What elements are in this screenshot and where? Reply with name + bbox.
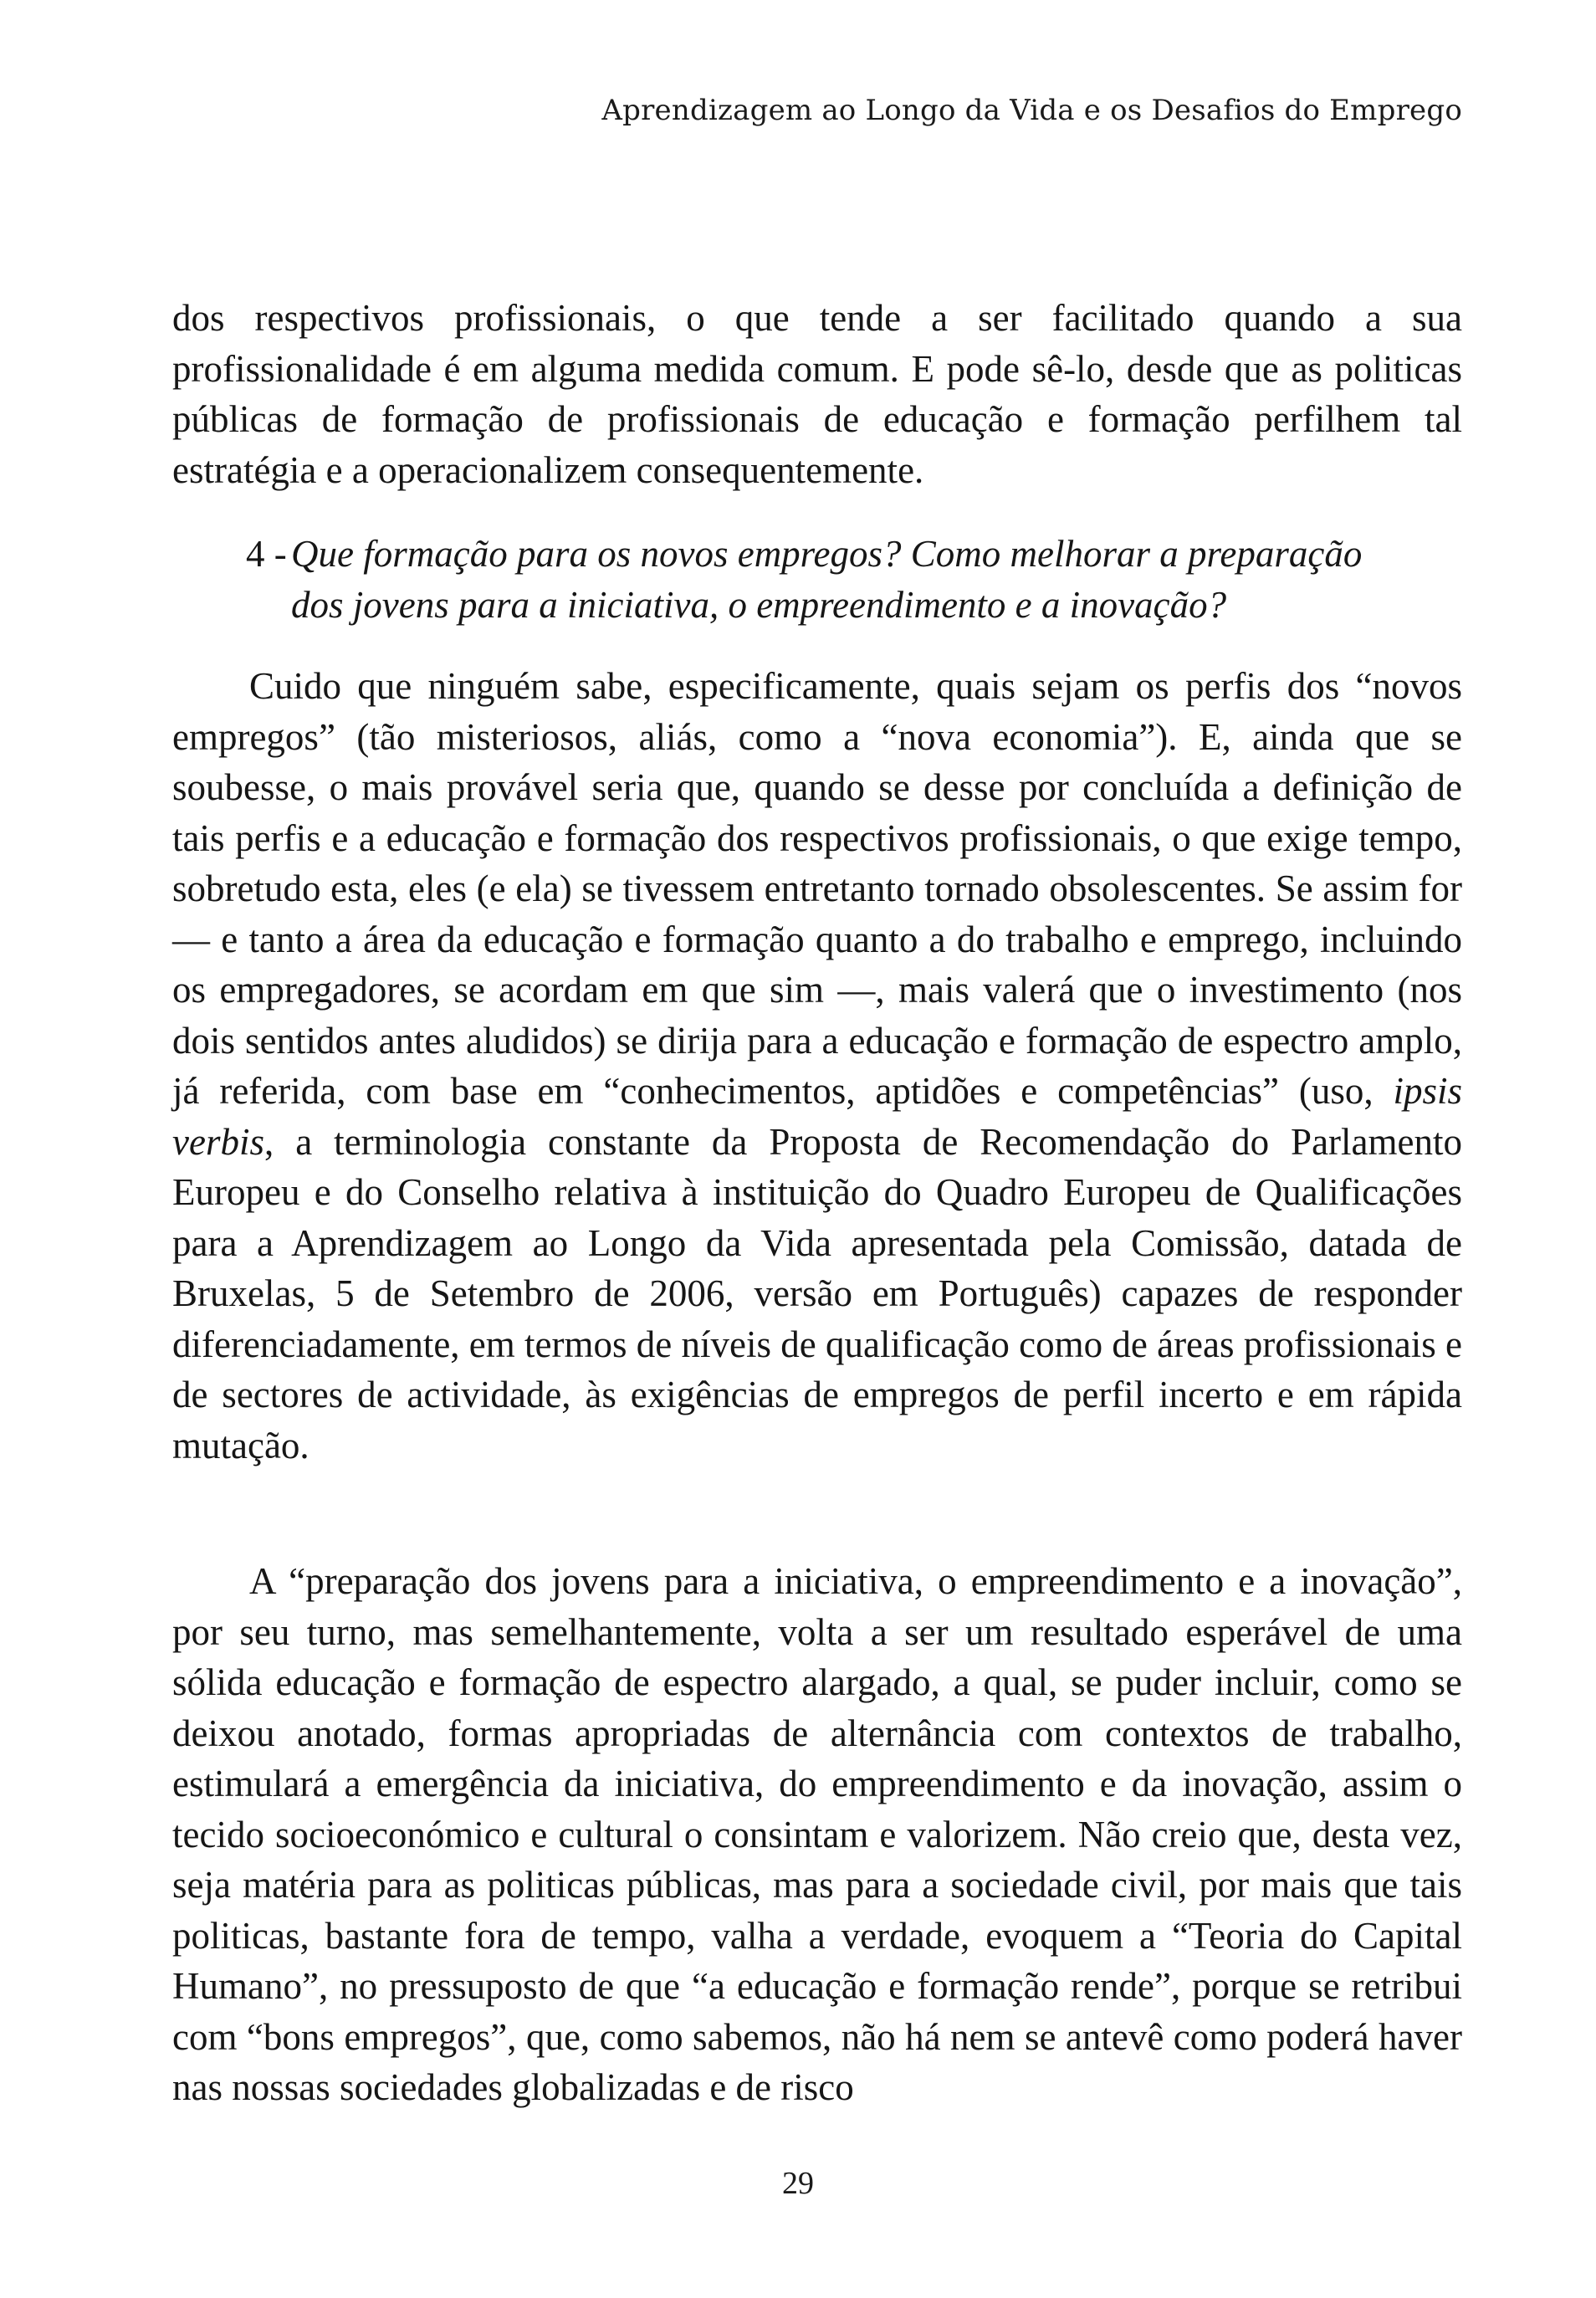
question-line-1 [246, 529, 1467, 580]
question-number: 4 - [246, 533, 287, 575]
paragraph-new-jobs [172, 661, 1462, 1471]
paragraph-continuation: dos respectivos profissionais, o que tende a ser facilitado quando a sua profissionalidade é em alguma medida comum. E pode sê-lo, desde que as politicas públicas de formação de profissionais de educação e formação perfilhem tal estratégia e a operacionalizem consequentemente. [172, 297, 1462, 491]
page-number: 29 [782, 2166, 814, 2201]
running-header: Aprendizagem ao Longo da Vida e os Desafios do Emprego [601, 94, 1462, 127]
paragraph-youth-preparation: A “preparação dos jovens para a iniciativa, o empreendimento e a inovação”, por seu turno, mas semelhantemente, volta a ser um resultado esperável de uma sólida educação e formação de espectro alargado, a qual, se puder incluir, como se deixou anotado, formas apropriadas de alternância com contextos de trabalho, estimulará a emergência da iniciativa, do empreendimento e da inovação, assim o tecido socioeconómico e cultural o consintam e valorizem. Não creio que, desta vez, seja matéria para as politicas públicas, mas para a sociedade civil, por mais que tais politicas, bastante fora de tempo, valha a verdade, evoquem a “Teoria do Capital Humano”, no pressuposto de que “a educação e formação rende”, porque se retribui com “bons empregos”, que, como sabemos, não há nem se antevê como poderá haver nas nossas sociedades globalizadas e de risco [172, 1560, 1462, 2108]
question-line-2: dos jovens para a iniciativa, o empreendimento e a inovação? [291, 583, 1227, 626]
paragraph-2-part-2: , a terminologia constante da Proposta de Recomendação do Parlamento Europeu e do Conselho relativa à instituição do Quadro Europeu de Qualificações para a Aprendizagem ao Longo da Vida apresentada pela Comissão, datada de Bruxelas, 5 de Setembro de 2006, versão em Português) capazes de responder diferenciadamente, em termos de níveis de qualificação como de áreas profissionais e de sectores de actividade, às exigências de empregos de perfil incerto e em rápida mutação. [172, 1120, 1462, 1466]
section-question-heading [246, 529, 1467, 630]
question-text-1: Que formação para os novos empregos? Como melhorar a preparação [291, 533, 1363, 575]
latin-emphasis: ipsis verbis [172, 1070, 1463, 1163]
paragraph-2-part-1: Cuido que ninguém sabe, especificamente, quais sejam os perfis dos “novos empregos” (tão misteriosos, aliás, como a “nova economia”). E, ainda que se soubesse, o mais provável seria que, quando se desse por concluída a definição de tais perfis e a educação e formação dos respectivos profissionais, o que exige tempo, sobretudo esta, eles (e ela) se tivessem entretanto tornado obsolescentes. Se assim for — e tanto a área da educação e formação quanto a do trabalho e emprego, incluindo os empregadores, se acordam em que sim —, mais valerá que o investimento (nos dois sentidos antes aludidos) se dirija para a educação e formação de espectro amplo, já referida, com base em “conhecimentos, aptidões e competências” (uso, [172, 665, 1462, 1112]
